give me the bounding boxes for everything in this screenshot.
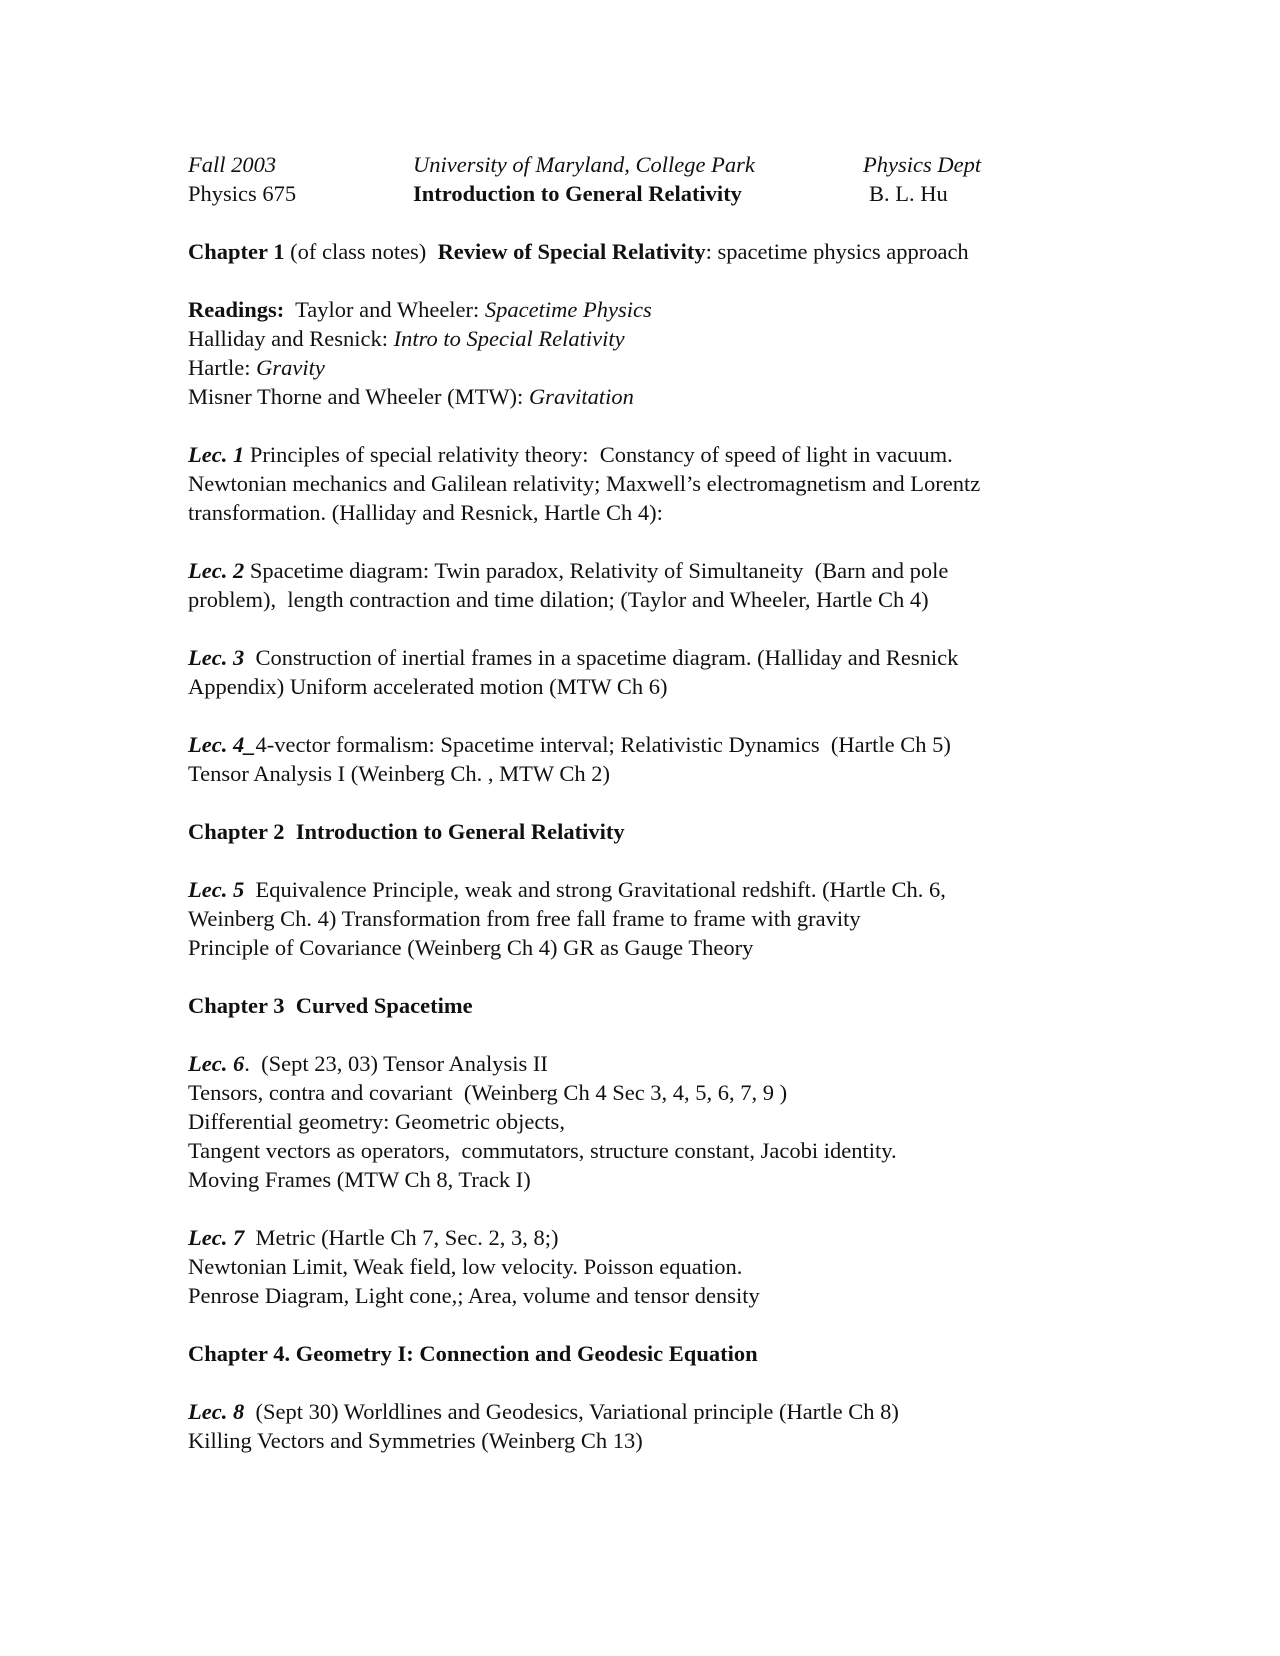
lec-4-underscore: _ [244, 732, 256, 757]
term: Fall 2003 [188, 152, 277, 177]
lec-6-dot: . [244, 1051, 250, 1076]
university: University of Maryland, College Park [413, 152, 755, 177]
lec-7-line-1 [188, 1223, 1118, 1252]
reading-title: Gravity [256, 355, 325, 380]
chapter-2-heading: Chapter 2 Introduction to General Relativity [188, 819, 625, 844]
chapter-1-note: (of class notes) [284, 239, 438, 264]
reading-title: Gravitation [528, 384, 634, 409]
reading-author: Taylor and Wheeler: [284, 297, 485, 322]
reading-author: Hartle: [188, 355, 257, 380]
reading-author: Halliday and Resnick: [188, 326, 394, 351]
reading-author: Misner Thorne and Wheeler (MTW): [188, 384, 529, 409]
lec-text: Construction of inertial frames in a spacetime diagram. (Halliday and Resnick [244, 645, 959, 670]
department: Physics Dept [863, 152, 982, 177]
chapter-1-label: Chapter 1 [188, 239, 285, 264]
course-title: Introduction to General Relativity [413, 181, 742, 206]
readings-label: Readings: [188, 297, 285, 322]
lec-text: Principles of special relativity theory: Constancy of speed of light in vacuum. [244, 442, 953, 467]
readings-line-2 [188, 324, 1118, 353]
course-number: Physics 675 [188, 181, 297, 206]
lec-6-line-5: Moving Frames (MTW Ch 8, Track I) [188, 1167, 531, 1192]
lec-6-label: Lec. 6 [188, 1051, 245, 1076]
lec-6-line-1 [188, 1049, 1118, 1078]
lec-8-label: Lec. 8 [188, 1399, 245, 1424]
lec-8-line-2: Killing Vectors and Symmetries (Weinberg Ch 13) [188, 1428, 643, 1453]
lec-text: Spacetime diagram: Twin paradox, Relativity of Simultaneity (Barn and pole [244, 558, 949, 583]
lec-4-label: Lec. 4 [188, 732, 245, 757]
lec-6-line-2: Tensors, contra and covariant (Weinberg Ch 4 Sec 3, 4, 5, 6, 7, 9 ) [188, 1080, 788, 1105]
lec-2-line-1 [188, 556, 1118, 585]
header-row-2 [188, 179, 1118, 208]
chapter-1-heading [188, 237, 1118, 266]
lec-5-label: Lec. 5 [188, 877, 245, 902]
lec-1-label: Lec. 1 [188, 442, 245, 467]
lec-text: (Sept 30) Worldlines and Geodesics, Variational principle (Hartle Ch 8) [244, 1399, 899, 1424]
readings-line-1 [188, 295, 1118, 324]
chapter-1-title: Review of Special Relativity [437, 239, 706, 264]
lec-4-line-1 [188, 730, 1118, 759]
readings-line-3 [188, 353, 1118, 382]
lec-4-line-2: Tensor Analysis I (Weinberg Ch. , MTW Ch 2) [188, 761, 610, 786]
lec-1-line-3: transformation. (Halliday and Resnick, Hartle Ch 4): [188, 500, 663, 525]
lec-6-line-3: Differential geometry: Geometric objects, [188, 1109, 565, 1134]
lec-2-label: Lec. 2 [188, 558, 245, 583]
header-row-1 [188, 150, 1118, 179]
lec-text: Metric (Hartle Ch 7, Sec. 2, 3, 8;) [244, 1225, 559, 1250]
lec-8-line-1 [188, 1397, 1118, 1426]
syllabus-page [188, 150, 1118, 1455]
lec-1-line-2: Newtonian mechanics and Galilean relativity; Maxwell’s electromagnetism and Lorentz [188, 471, 981, 496]
lec-text: (Sept 23, 03) Tensor Analysis II [249, 1051, 548, 1076]
lec-5-line-3: Principle of Covariance (Weinberg Ch 4) GR as Gauge Theory [188, 935, 754, 960]
chapter-4-heading: Chapter 4. Geometry I: Connection and Geodesic Equation [188, 1341, 758, 1366]
lec-7-line-3: Penrose Diagram, Light cone,; Area, volume and tensor density [188, 1283, 760, 1308]
lec-3-line-1 [188, 643, 1118, 672]
lec-5-line-1 [188, 875, 1118, 904]
lec-1-line-1 [188, 440, 1118, 469]
lec-6-line-4: Tangent vectors as operators, commutators, structure constant, Jacobi identity. [188, 1138, 897, 1163]
reading-title: Intro to Special Relativity [393, 326, 625, 351]
lec-5-line-2: Weinberg Ch. 4) Transformation from free fall frame to frame with gravity [188, 906, 861, 931]
chapter-1-subtitle: : spacetime physics approach [705, 239, 969, 264]
lec-text: 4-vector formalism: Spacetime interval; Relativistic Dynamics (Hartle Ch 5) [255, 732, 951, 757]
lec-2-line-2: problem), length contraction and time dilation; (Taylor and Wheeler, Hartle Ch 4) [188, 587, 929, 612]
readings-line-4 [188, 382, 1118, 411]
instructor: B. L. Hu [869, 181, 948, 206]
chapter-3-heading: Chapter 3 Curved Spacetime [188, 993, 473, 1018]
lec-7-line-2: Newtonian Limit, Weak field, low velocity. Poisson equation. [188, 1254, 743, 1279]
lec-7-label: Lec. 7 [188, 1225, 245, 1250]
lec-3-label: Lec. 3 [188, 645, 245, 670]
lec-text: Equivalence Principle, weak and strong Gravitational redshift. (Hartle Ch. 6, [244, 877, 946, 902]
lec-3-line-2: Appendix) Uniform accelerated motion (MTW Ch 6) [188, 674, 668, 699]
reading-title: Spacetime Physics [484, 297, 652, 322]
